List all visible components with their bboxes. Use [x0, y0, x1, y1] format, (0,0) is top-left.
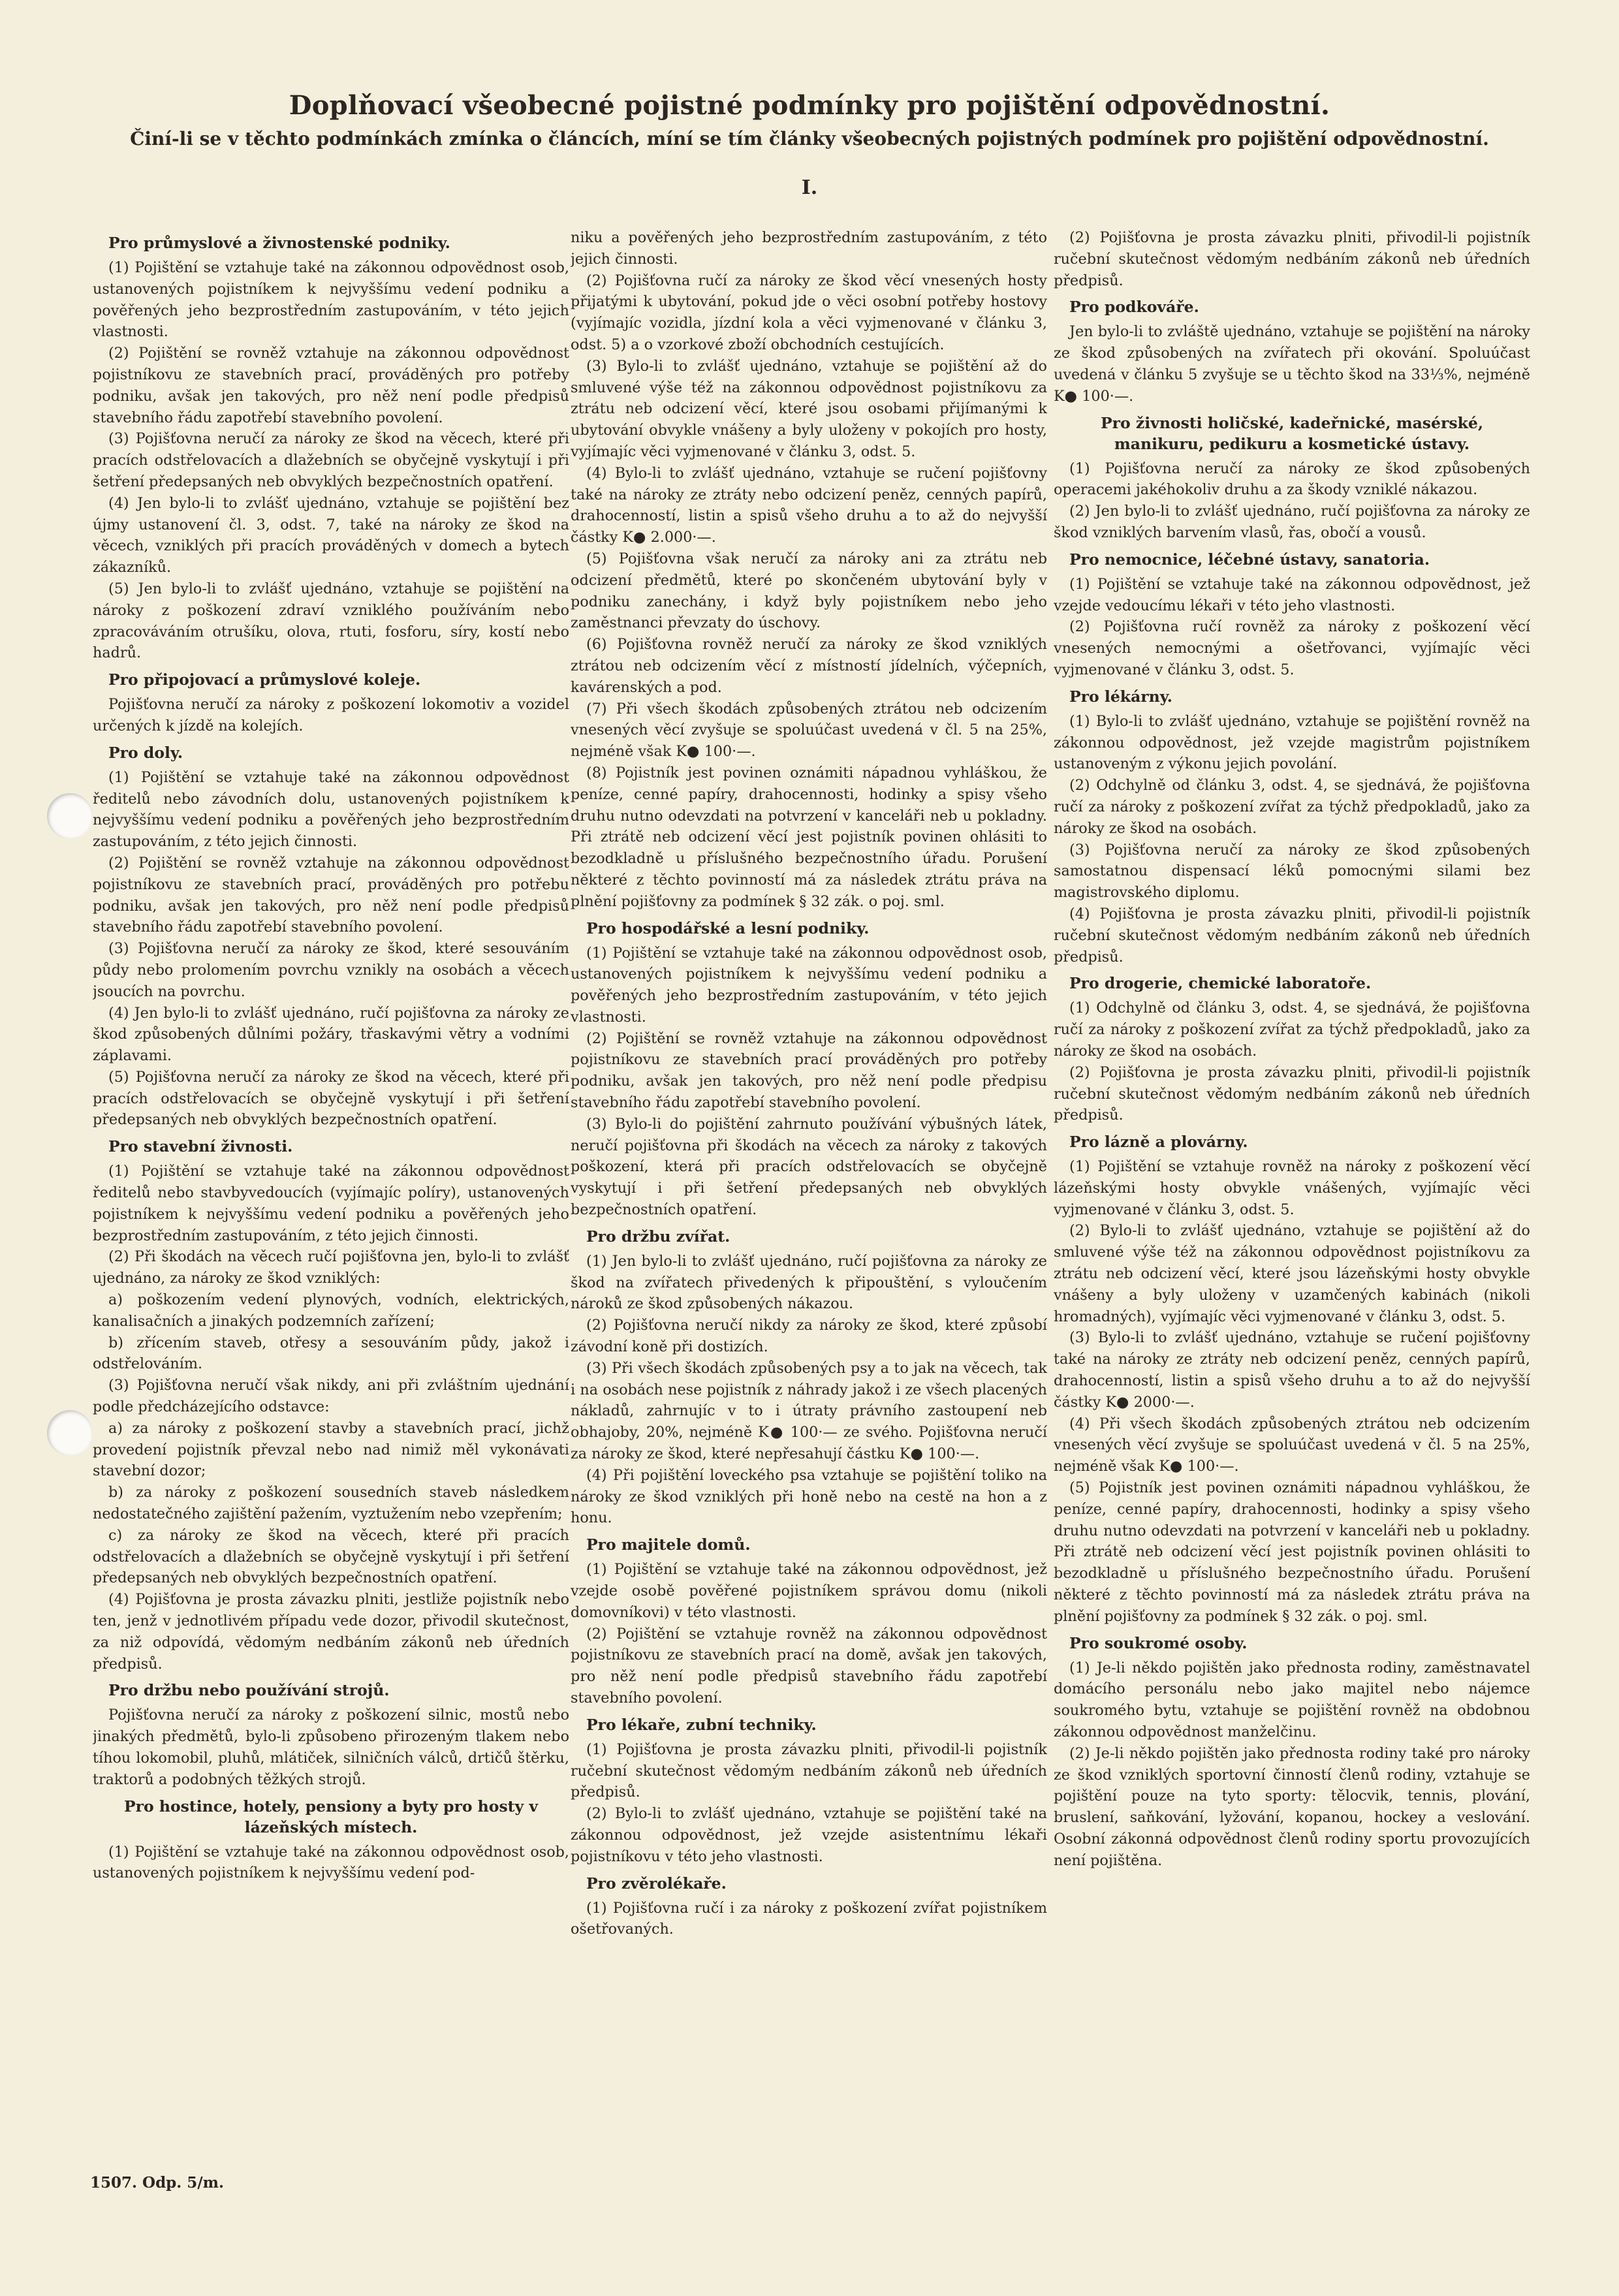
section-heading: Pro stavební živnosti. — [108, 1137, 293, 1156]
clause-paragraph: (3) Bylo-li do pojištění zahrnuto používání výbušných látek, neručí pojišťovna při škodách na věcech za nároky z takových poškození, která při pracích odstřelovacích se obyčejně vyskytují i při šetření předepsaných neb obvyklých bezpečnostních opatření. — [571, 1115, 1047, 1219]
clause-paragraph: b) zřícením staveb, otřesy a sesouváním půdy, jakož i odstřelováním. — [93, 1334, 569, 1373]
clause-paragraph: a) za nároky z poškození stavby a stavebních prací, jichž provedení pojistník převzal nebo nad nimiž měl vykonávati stavební dozor; — [93, 1419, 569, 1480]
text-column-1 — [93, 227, 569, 2212]
section-heading: Pro podkováře. — [1069, 298, 1199, 317]
document-subtitle: Činí-li se v těchto podmínkách zmínka o článcích, míní se tím články všeobecných pojistných podmínek pro pojištění odpovědnostní. — [130, 128, 1489, 149]
clause-paragraph: c) za nároky ze škod na věcech, které při pracích odstřelovacích a dlažebních se obyčejně vyskytují i při šetření předepsaných neb obvyklých bezpečnostních opatření. — [93, 1526, 569, 1587]
section-heading: Pro živnosti holičské, kadeřnické, masérské, manikuru, pedikuru a kosmetické ústavy. — [1100, 413, 1484, 453]
clause-paragraph: Pojišťovna neručí za nároky z poškození lokomotiv a vozidel určených k jízdě na kolejích. — [93, 696, 569, 734]
clause-paragraph: (4) Pojišťovna je prosta závazku plniti, přivodil-li pojistník ručební skutečnost vědomým nedbáním zákonů neb úředních předpisů. — [1054, 905, 1530, 966]
punch-hole — [47, 1410, 93, 1456]
clause-paragraph: (4) Při pojištění loveckého psa vztahuje se pojištění toliko na nároky ze škod vzniklých při honě nebo na cestě na hon a z honu. — [571, 1466, 1047, 1527]
clause-paragraph: (2) Bylo-li to zvlášť ujednáno, vztahuje se pojištění také na zákonnou odpovědnost, jež vzejde asistentnímu lékaři pojistníkovu v této jeho vlastnosti. — [571, 1805, 1047, 1865]
clause-paragraph: (4) Jen bylo-li to zvlášť ujednáno, vztahuje se pojištění bez újmy ustanovení čl. 3, odst. 7, také na nároky ze škod na věcech, vzniklých při pracích prováděných v domech a bytech zákazníků. — [93, 494, 569, 576]
clause-paragraph: (1) Pojištění se vztahuje rovněž na nároky z poškození věcí lázeňskými hosty obvykle vnášených, vyjímajíc věci vyjmenované v článku 3, odst. 5. — [1054, 1158, 1530, 1218]
clause-paragraph: (1) Pojištění se vztahuje také na zákonnou odpovědnost osob, ustanovených pojistníkem k nejvyššímu vedení podniku a pověřených jeho bezprostředním zastupováním, v této jejich vlastnosti. — [571, 944, 1047, 1026]
clause-paragraph: (1) Pojišťovna ručí i za nároky z poškození zvířat pojistníkem ošetřovaných. — [571, 1899, 1047, 1938]
section-heading: Pro lékaře, zubní techniky. — [586, 1715, 817, 1734]
clause-paragraph: (2) Pojišťovna ručí za nároky ze škod věcí vnesených hosty přijatými k ubytování, pokud jde o věci osobní potřeby hostovy (vyjímajíc vozidla, jízdní kola a věci vyjmenované v článku 3, odst. 5) a o vzorkové zboží obchodních cestujících. — [571, 272, 1047, 353]
clause-paragraph: (1) Je-li někdo pojištěn jako přednosta rodiny, zaměstnavatel domácího personálu nebo jako majitel nebo nájemce soukromého bytu, vztahuje se pojištění rovněž na obdobnou zákonnou odpovědnost manželčinu. — [1054, 1659, 1530, 1741]
section-heading: Pro drogerie, chemické laboratoře. — [1069, 974, 1372, 993]
section-heading: Pro připojovací a průmyslové koleje. — [108, 670, 421, 689]
section-heading: Pro lázně a plovárny. — [1069, 1133, 1248, 1152]
clause-paragraph: (2) Při škodách na věcech ručí pojišťovna jen, bylo-li to zvlášť ujednáno, za nároky ze škod vzniklých: — [93, 1248, 569, 1287]
clause-paragraph: (1) Pojištění se vztahuje také na zákonnou odpovědnost ředitelů nebo závodních dolu, ustanovených pojistníkem k nejvyššímu vedení podniku a pověřených jeho bezprostředním zastupováním, z této jejich činnosti. — [93, 768, 569, 851]
clause-paragraph: niku a pověřených jeho bezprostředním zastupováním, z této jejich činnosti. — [571, 229, 1047, 268]
clause-paragraph: (1) Pojištění se vztahuje také na zákonnou odpovědnost osob, ustanovených pojistníkem k nejvyššímu vedení pod- — [93, 1843, 569, 1882]
text-column-2 — [571, 227, 1047, 2212]
clause-paragraph: (5) Pojišťovna neručí za nároky ze škod na věcech, které při pracích odstřelovacích se obyčejně vyskytují i při šetření předepsaných neb obvyklých bezpečnostních opatření. — [93, 1068, 569, 1129]
section-heading: Pro hostince, hotely, pensiony a byty pro hosty v lázeňských místech. — [123, 1797, 539, 1836]
document-title: Doplňovací všeobecné pojistné podmínky pro pojištění odpovědnostní. — [289, 90, 1330, 121]
section-numeral: I. — [801, 176, 818, 199]
clause-paragraph: (2) Pojištění se rovněž vztahuje na zákonnou odpovědnost pojistníkovu ze stavebních prací prováděných pro potřeby podniku, avšak jen takových, pro něž není podle předpisu stavebního řádu zapotřebí stavebního povolení. — [571, 1030, 1047, 1112]
clause-paragraph: (2) Pojištění se rovněž vztahuje na zákonnou odpovědnost pojistníkovu ze stavebních prací, prováděných pro potřebu podniku, avšak jen takových, pro něž není podle předpisů stavebního řádu zapotřebí stavebního povolení. — [93, 854, 569, 936]
section-heading: Pro doly. — [108, 743, 183, 762]
section-heading: Pro držbu zvířat. — [586, 1227, 731, 1246]
clause-paragraph: (1) Pojištění se vztahuje také na zákonnou odpovědnost, jež vzejde osobě pověřené pojistníkem správou domu (nikoli domovníkovi) v této vlastnosti. — [571, 1561, 1047, 1621]
clause-paragraph: (2) Jen bylo-li to zvlášť ujednáno, ručí pojišťovna za nároky ze škod vzniklých barvením vlasů, řas, obočí a vousů. — [1054, 503, 1530, 541]
text-column-3 — [1054, 227, 1530, 2212]
clause-paragraph: (1) Pojištění se vztahuje také na zákonnou odpovědnost ředitelů nebo stavbyvedoucích (vyjímajíc políry), ustanovených pojistníkem k nejvyššímu vedení podniku a pověřených jeho bezprostředním zastupováním, z této jejich činnosti. — [93, 1163, 569, 1244]
clause-paragraph: (2) Pojištění se rovněž vztahuje na zákonnou odpovědnost pojistníkovu ze stavebních prací, prováděných pro potřeby podniku, avšak jen takových, pro něž není podle předpisů stavebního řádu zapotřebí stavebního povolení. — [93, 345, 569, 426]
section-heading: Pro lékárny. — [1069, 687, 1172, 706]
clause-paragraph: (3) Při všech škodách způsobených psy a to jak na věcech, tak i na osobách nese pojistník z náhrady jakož i ze všech placených nákladů, zahrnujíc v to i útraty právního zastoupení neb obhajoby, 20%, nejméně K● 100·— ze svého. Pojišťovna neručí za nároky ze škod, které nepřesahují částku K● 100·—. — [571, 1359, 1047, 1463]
clause-paragraph: (2) Bylo-li to zvlášť ujednáno, vztahuje se pojištění až do smluvené výše též na zákonnou odpovědnost pojistníkovu za ztrátu neb odcizení věcí, které jsou lázeňskými hosty obvykle vnášeny a byly uloženy v uzamčených kabinách (nikoli hromadných), vyjímajíc věci vyjmenované v článku 3, odst. 5. — [1054, 1222, 1530, 1325]
section-heading: Pro nemocnice, léčebné ústavy, sanatoria. — [1069, 550, 1430, 569]
clause-paragraph: (2) Pojišťovna je prosta závazku plniti, přivodil-li pojistník ručební skutečnost vědomým nedbáním zákonů neb úředních předpisů. — [1054, 1063, 1530, 1124]
clause-paragraph: (1) Jen bylo-li to zvlášť ujednáno, ručí pojišťovna za nároky ze škod na zvířatech přivedených k připouštění, s vyloučením nároků ze škod způsobených nákazou. — [571, 1252, 1047, 1313]
clause-paragraph: (5) Pojistník jest povinen oznámiti nápadnou vyhláškou, že peníze, cenné papíry, drahocennosti, hodinky a spisy všeho druhu nutno odevzdati na potvrzení v kanceláři neb u pokladny. Při ztrátě neb odcizení věcí jest pojistník povinen ohlásiti to bezodkladně u příslušného bezpečnostního úřadu. Porušení některé z těchto povinností má za následek ztrátu práva na plnění pojišťovny za podmínek § 32 zák. o poj. sml. — [1054, 1479, 1530, 1625]
clause-paragraph: (5) Jen bylo-li to zvlášť ujednáno, vztahuje se pojištění na nároky z poškození zdraví vzniklého používáním nebo zpracováváním otrušíku, olova, rtuti, fosforu, síry, kostí nebo hadrů. — [93, 580, 569, 662]
clause-paragraph: (3) Bylo-li to zvlášť ujednáno, vztahuje se pojištění až do smluvené výše též na zákonnou odpovědnost pojistníkovu za ztrátu neb odcizení věcí, které jsou osobami přijímanými k ubytování obvykle vnášeny a byly uloženy v pokojích pro hosty, vyjímajíc věci vyjmenované v článku 3, odst. 5. — [571, 357, 1047, 460]
section-heading: Pro majitele domů. — [586, 1535, 751, 1554]
clause-paragraph: (2) Pojišťovna ručí rovněž za nároky z poškození věcí vnesených nemocnými a ošetřovanci, vyjímajíc věci vyjmenované v článku 3, odst. 5. — [1054, 618, 1530, 678]
punch-hole — [47, 793, 93, 839]
clause-paragraph: (2) Je-li někdo pojištěn jako přednosta rodiny také pro nároky ze škod vzniklých sportovní činností členů rodiny, vztahuje se pojištění pouze na tyto sporty: tělocvik, tennis, plování, bruslení, saňkování, lyžování, kopanou, hockey a veslování. Osobní zákonná odpovědnost členů rodiny sportu provozujících není pojištěna. — [1054, 1744, 1530, 1869]
clause-paragraph: (2) Pojišťovna je prosta závazku plniti, přivodil-li pojistník ručební skutečnost vědomým nedbáním zákonů neb úředních předpisů. — [1054, 229, 1530, 289]
section-heading: Pro soukromé osoby. — [1069, 1633, 1248, 1652]
clause-paragraph: (1) Pojištění se vztahuje také na zákonnou odpovědnost, jež vzejde vedoucímu lékaři v této jeho vlastnosti. — [1054, 575, 1530, 614]
section-heading: Pro držbu nebo používání strojů. — [108, 1681, 390, 1700]
clause-paragraph: (4) Jen bylo-li to zvlášť ujednáno, ručí pojišťovna za nároky ze škod způsobených důlními požáry, třaskavými větry a vodními záplavami. — [93, 1004, 569, 1065]
section-heading: Pro průmyslové a živnostenské podniky. — [108, 234, 450, 252]
clause-paragraph: (4) Pojišťovna je prosta závazku plniti, jestliže pojistník nebo ten, jenž v jednotlivém případu vede dozor, přivodil skutečnost, za niž odpovídá, vědomým nedbáním zákonů neb úředních předpisů. — [93, 1591, 569, 1673]
clause-paragraph: (4) Při všech škodách způsobených ztrátou neb odcizením vnesených věcí zvyšuje se spoluúčast uvedená v čl. 5 na 25%, nejméně však K● 100·—. — [1054, 1415, 1530, 1475]
clause-paragraph: (1) Pojišťovna neručí za nároky ze škod způsobených operacemi jakéhokoliv druhu a za škody vzniklé nákazou. — [1054, 460, 1530, 499]
clause-paragraph: (5) Pojišťovna však neručí za nároky ani za ztrátu neb odcizení předmětů, které po skončeném ubytování byly v podniku zanechány, i když byly pojistníkem nebo jeho zaměstnanci převzaty do úschovy. — [571, 550, 1047, 632]
clause-paragraph: (3) Pojišťovna neručí za nároky ze škod způsobených samostatnou dispensací léků pomocnými silami bez magistrovského diplomu. — [1054, 841, 1530, 902]
clause-paragraph: (1) Pojištění se vztahuje také na zákonnou odpovědnost osob, ustanovených pojistníkem k nejvyššímu vedení podniku a pověřených jeho bezprostředním zastupováním, v této jejich vlastnosti. — [93, 259, 569, 341]
section-heading: Pro hospodářské a lesní podniky. — [586, 919, 870, 937]
clause-paragraph: (4) Bylo-li to zvlášť ujednáno, vztahuje se ručení pojišťovny také na nároky ze ztráty nebo odcizení peněz, cenných papírů, drahocenností, listin a spisů všeho druhu a to až do nejvyšší částky K● 2.000·—. — [571, 464, 1047, 546]
clause-paragraph: (2) Pojištění se vztahuje rovněž na zákonnou odpovědnost pojistníkovu ze stavebních prací na domě, avšak jen takových, pro něž není podle předpisů stavebního řádu zapotřebí stavebního povolení. — [571, 1625, 1047, 1706]
section-heading: Pro zvěrolékaře. — [586, 1874, 727, 1893]
form-number: 1507. Odp. 5/m. — [90, 2174, 224, 2192]
clause-paragraph: (1) Odchylně od článku 3, odst. 4, se sjednává, že pojišťovna ručí za nároky z poškození zvířat za týchž předpokladů, jako za nároky ze škod na osobách. — [1054, 999, 1530, 1060]
clause-paragraph: (3) Pojišťovna neručí za nároky ze škod, které sesouváním půdy nebo prolomením povrchu vznikly na osobách a věcech jsoucích na povrchu. — [93, 940, 569, 1000]
clause-paragraph: (7) Při všech škodách způsobených ztrátou neb odcizením vnesených věcí zvyšuje se spoluúčast uvedená v čl. 5 na 25%, nejméně však K● 100·—. — [571, 700, 1047, 761]
clause-paragraph: a) poškozením vedení plynových, vodních, elektrických, kanalisačních a jinakých podzemních zařízení; — [93, 1291, 569, 1330]
clause-paragraph: (2) Odchylně od článku 3, odst. 4, se sjednává, že pojišťovna ručí za nároky z poškození zvířat za týchž předpokladů, jako za nároky ze škod na osobách. — [1054, 777, 1530, 837]
clause-paragraph: (2) Pojišťovna neručí nikdy za nároky ze škod, které způsobí závodní koně při dostizích. — [571, 1317, 1047, 1356]
clause-paragraph: b) za nároky z poškození sousedních staveb následkem nedostatečného zajištění pažením, vyztužením nebo vzepřením; — [93, 1484, 569, 1523]
clause-paragraph: (1) Pojišťovna je prosta závazku plniti, přivodil-li pojistník ručební skutečnost vědomým nedbáním zákonů neb úředních předpisů. — [571, 1740, 1047, 1801]
clause-paragraph: (6) Pojišťovna rovněž neručí za nároky ze škod vzniklých ztrátou neb odcizením věcí z místností jídelních, výčepních, kavárenských a pod. — [571, 636, 1047, 696]
clause-paragraph: (1) Bylo-li to zvlášť ujednáno, vztahuje se pojištění rovněž na zákonnou odpovědnost, jež vzejde magistrům pojistníkem ustanoveným z výkonu jejich povolání. — [1054, 712, 1530, 773]
clause-paragraph: (3) Bylo-li to zvlášť ujednáno, vztahuje se ručení pojišťovny také na nároky ze ztráty neb odcizení peněz, cenných papírů, drahocenností, listin a spisů všeho druhu a to až do nejvyšší částky K● 2000·—. — [1054, 1329, 1530, 1411]
clause-paragraph: Jen bylo-li to zvláště ujednáno, vztahuje se pojištění na nároky ze škod způsobených na zvířatech při okování. Spoluúčast uvedená v článku 5 zvyšuje se u těchto škod na 33⅓%, nejméně K● 100·—. — [1054, 323, 1530, 405]
clause-paragraph: (3) Pojišťovna neručí však nikdy, ani při zvláštním ujednání podle předcházejícího odstavce: — [93, 1377, 569, 1416]
clause-paragraph: (8) Pojistník jest povinen oznámiti nápadnou vyhláškou, že peníze, cenné papíry, drahocennosti, hodinky a spisy všeho druhu nutno odevzdati na potvrzení v kanceláři neb u pokladny. Při ztrátě neb odcizení věcí jest pojistník povinen ohlásiti to bezodkladně u příslušného bezpečnostního úřadu. Porušení některé z těchto povinností má za následek ztrátu práva na plnění pojišťovny za podmínek § 32 zák. o poj. sml. — [571, 764, 1047, 910]
clause-paragraph: (3) Pojišťovna neručí za nároky ze škod na věcech, které při pracích odstřelovacích a dlažebních se obyčejně vyskytují i při šetření předepsaných neb obvyklých bezpečnostních opatření. — [93, 430, 569, 490]
clause-paragraph: Pojišťovna neručí za nároky z poškození silnic, mostů nebo jinakých předmětů, bylo-li způsobeno přirozeným tlakem nebo tíhou lokomobil, pluhů, mlátiček, silničních válců, drtičů štěrku, traktorů a podobných těžkých strojů. — [93, 1706, 569, 1788]
